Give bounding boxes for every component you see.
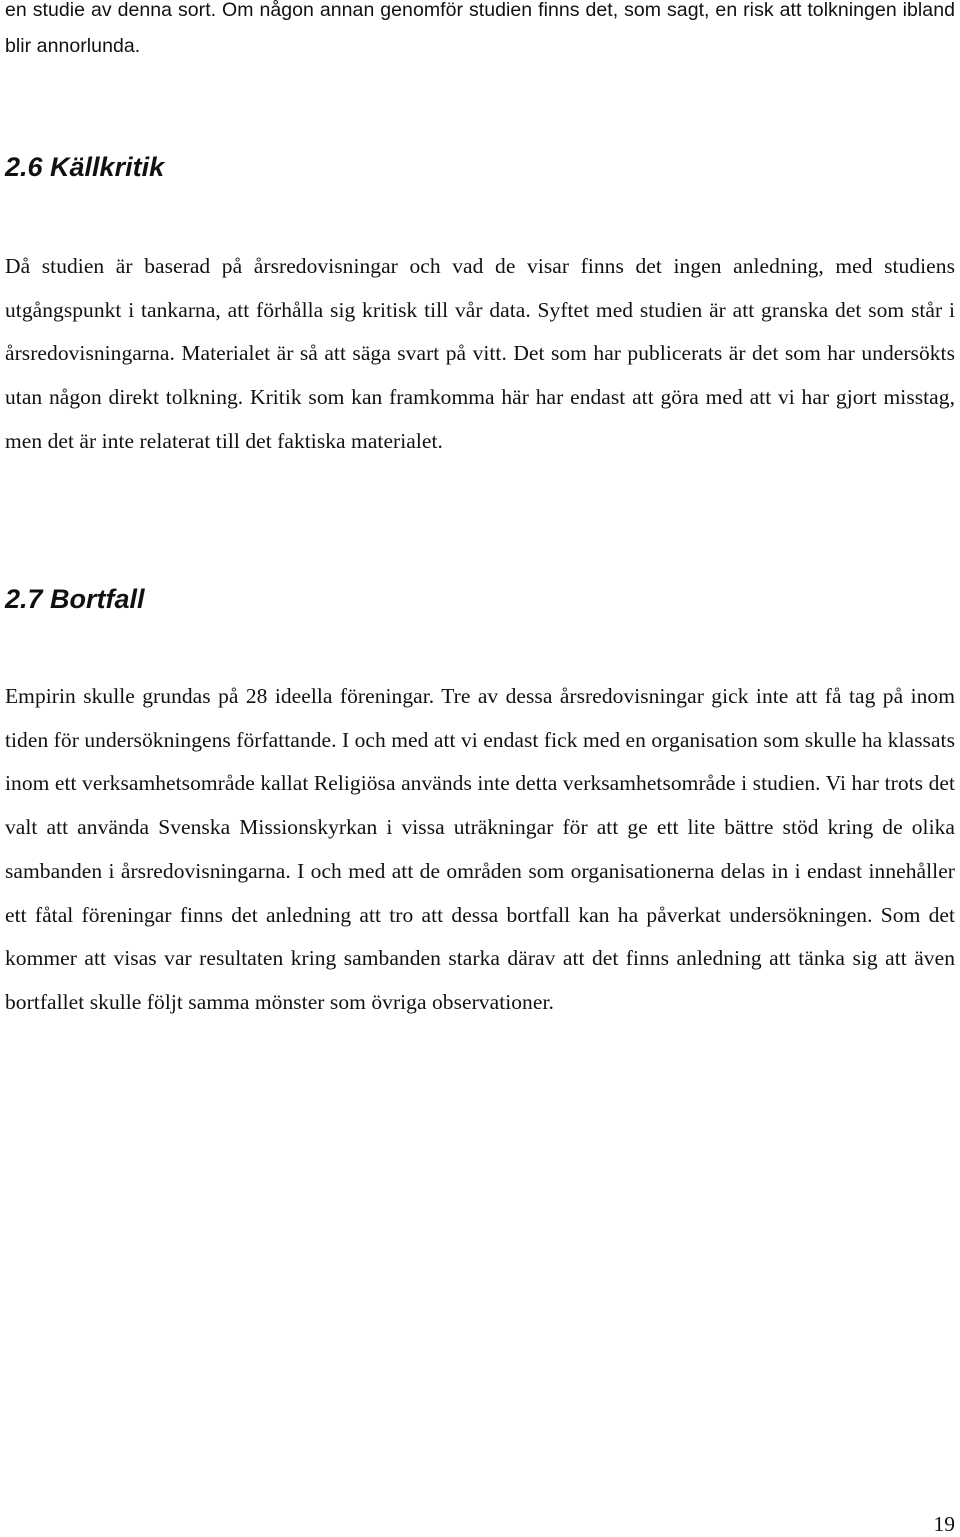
section-heading-bortfall: 2.7 Bortfall (5, 584, 145, 614)
page-number: 19 (933, 1512, 955, 1536)
section-heading-kallkritik: 2.6 Källkritik (5, 152, 165, 182)
section-paragraph-bortfall: Empirin skulle grundas på 28 ideella föreningar. Tre av dessa årsredovisningar gick inte att få tag på inom tiden för undersökningens författande. I och med att vi endast fick med en organisation som skulle ha klassats inom ett verksamhetsområde kallat Religiösa används inte detta verksamhetsområde i studien. Vi har trots det valt att använda Svenska Missionskyrkan i vissa uträkningar för att ge ett lite bättre stöd kring de olika sambanden i årsredovisningarna. I och med att de områden som organisationerna delas in i endast innehåller ett fåtal föreningar finns det anledning att tro att dessa bortfall kan ha påverkat undersökningen. Som det kommer att visas var resultaten kring sambanden starka därav att det finns anledning att tänka sig att även bortfallet skulle följt samma mönster som övriga observationer. (5, 684, 955, 1014)
section-paragraph-kallkritik: Då studien är baserad på årsredovisningar och vad de visar finns det ingen anledning, med studiens utgångspunkt i tankarna, att förhålla sig kritisk till vår data. Syftet med studien är att granska det som står i årsredovisningarna. Materialet är så att säga svart på vitt. Det som har publicerats är det som har undersökts utan någon direkt tolkning. Kritik som kan framkomma här har endast att göra med att vi har gjort misstag, men det är inte relaterat till det faktiska materialet. (5, 254, 955, 453)
intro-paragraph: en studie av denna sort. Om någon annan genomför studien finns det, som sagt, en risk att tolkningen ibland blir annorlunda. (5, 0, 955, 57)
